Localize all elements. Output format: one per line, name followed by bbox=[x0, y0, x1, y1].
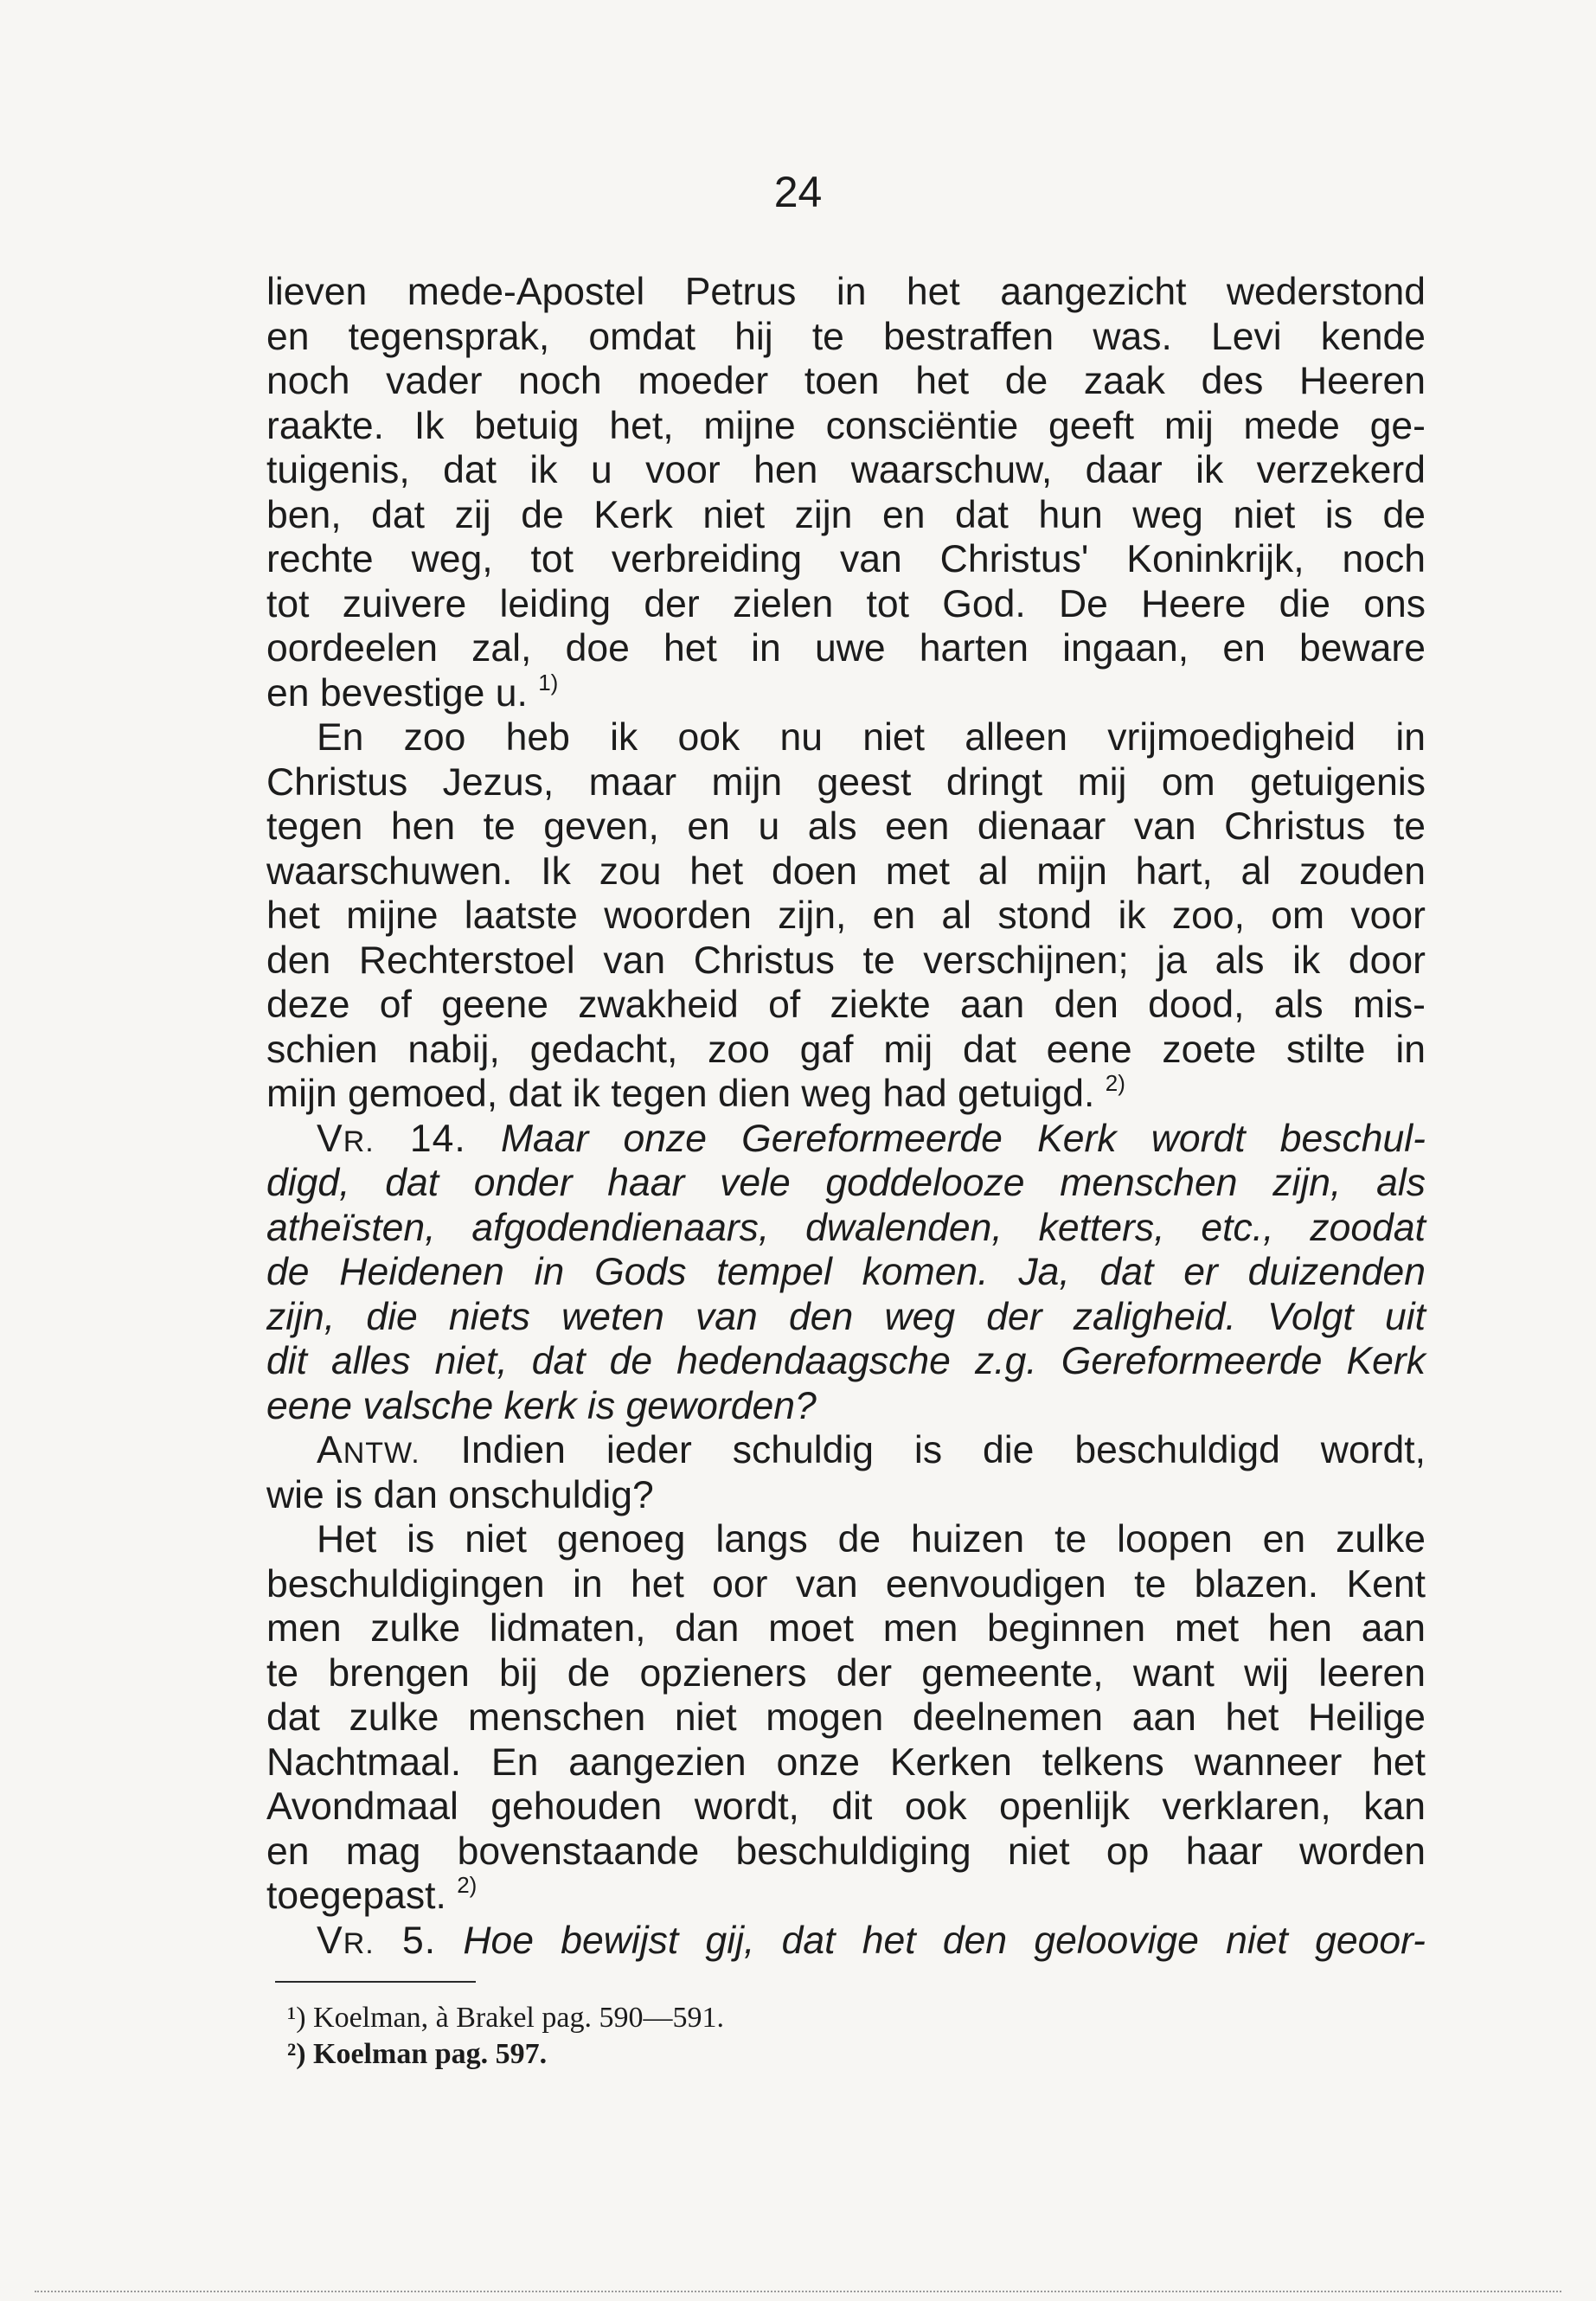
footnotes bbox=[287, 2000, 1066, 2073]
footnote-text: Koelman, à Brakel pag. 590—591. bbox=[313, 2002, 724, 2034]
footnote bbox=[287, 2000, 1066, 2036]
text-line: Nachtmaal. En aangezien onze Kerken telkens wanneer het bbox=[266, 1740, 1426, 1784]
text-line: schien nabij, gedacht, zoo gaf mij dat eene zoete stilte in bbox=[266, 1028, 1426, 1071]
text-line: tegen hen te geven, en u als een dienaar van Christus te bbox=[266, 805, 1426, 848]
footnote-marker: 2) bbox=[1105, 1070, 1125, 1096]
question-text: Maar onze Gereformeerde Kerk wordt beschul- bbox=[500, 1117, 1426, 1160]
text-line: Het is niet genoeg langs de huizen te loopen en zulke bbox=[317, 1518, 1426, 1561]
page-edge bbox=[35, 2291, 1561, 2292]
footnote-mark: ²) bbox=[287, 2038, 306, 2070]
text-line: dit alles niet, dat de hedendaagsche z.g. Gereformeerde Kerk bbox=[266, 1340, 1426, 1382]
text-line: ben, dat zij de Kerk niet zijn en dat hun weg niet is de bbox=[266, 493, 1426, 536]
text-line: atheïsten, afgodendienaars, dwalenden, ketters, etc., zoodat bbox=[266, 1206, 1426, 1249]
text-line: tot zuivere leiding der zielen tot God. De Heere die ons bbox=[266, 582, 1426, 625]
text-line: zijn, die niets weten van den weg der zaligheid. Volgt uit bbox=[266, 1295, 1426, 1338]
text-line: oordeelen zal, doe het in uwe harten ingaan, en beware bbox=[266, 627, 1426, 670]
footnote-text: Koelman pag. 597. bbox=[313, 2038, 548, 2070]
text-fragment: Indien ieder schuldig is die beschuldigd wordt, bbox=[460, 1429, 1426, 1471]
text-line: men zulke lidmaten, dan moet men beginnen met hen aan bbox=[266, 1607, 1426, 1650]
text-line: de Heidenen in Gods tempel komen. Ja, dat er duizenden bbox=[266, 1251, 1426, 1293]
question-label: VR. 14. bbox=[317, 1117, 466, 1160]
text-line: tuigenis, dat ik u voor hen waarschuw, daar ik verzekerd bbox=[266, 449, 1426, 491]
body-text bbox=[266, 270, 1426, 1963]
text-line: raakte. Ik betuig het, mijne consciëntie geeft mij mede ge- bbox=[266, 404, 1426, 447]
footnote-marker: 2) bbox=[457, 1872, 478, 1898]
text-fragment: toegepast. bbox=[266, 1875, 446, 1917]
page-number: 24 bbox=[773, 168, 823, 216]
question-text: Hoe bewijst gij, dat het den geloovige niet geoor- bbox=[463, 1919, 1426, 1962]
text-line: lieven mede-Apostel Petrus in het aangezicht wederstond bbox=[266, 271, 1426, 313]
text-line: deze of geene zwakheid of ziekte aan den dood, als mis- bbox=[266, 984, 1426, 1026]
text-line bbox=[266, 1117, 1426, 1162]
text-line: eene valsche kerk is geworden? bbox=[266, 1384, 817, 1427]
text-line bbox=[266, 1874, 1426, 1919]
footnote-divider bbox=[275, 1981, 476, 1983]
footnote-marker: 1) bbox=[538, 669, 559, 695]
text-line: Christus Jezus, maar mijn geest dringt mij om getuigenis bbox=[266, 760, 1426, 804]
text-line: den Rechterstoel van Christus te verschijnen; ja als ik door bbox=[266, 939, 1426, 982]
text-fragment: mijn gemoed, dat ik tegen dien weg had getuigd. bbox=[266, 1073, 1095, 1115]
text-line bbox=[266, 671, 1426, 716]
text-line: en mag bovenstaande beschuldiging niet op haar worden bbox=[266, 1830, 1426, 1873]
text-line bbox=[266, 1428, 1426, 1473]
text-line: te brengen bij de opzieners der gemeente, want wij leeren bbox=[266, 1651, 1426, 1695]
text-line bbox=[266, 1072, 1426, 1117]
text-line: dat zulke menschen niet mogen deelnemen aan het Heilige bbox=[266, 1696, 1426, 1739]
text-line: En zoo heb ik ook nu niet alleen vrijmoedigheid in bbox=[317, 716, 1426, 759]
text-line: en tegensprak, omdat hij te bestraffen was. Levi kende bbox=[266, 315, 1426, 358]
text-line: beschuldigingen in het oor van eenvoudigen te blazen. Kent bbox=[266, 1562, 1426, 1606]
text-line: waarschuwen. Ik zou het doen met al mijn hart, al zouden bbox=[266, 849, 1426, 893]
text-line: digd, dat onder haar vele goddelooze menschen zijn, als bbox=[266, 1162, 1426, 1204]
text-line: het mijne laatste woorden zijn, en al stond ik zoo, om voor bbox=[266, 894, 1426, 937]
text-line: rechte weg, tot verbreiding van Christus' Koninkrijk, noch bbox=[266, 538, 1426, 580]
text-line: noch vader noch moeder toen het de zaak des Heeren bbox=[266, 360, 1426, 402]
text-fragment: en bevestige u. bbox=[266, 671, 528, 715]
text-line: wie is dan onschuldig? bbox=[266, 1473, 654, 1516]
footnote-mark: ¹) bbox=[287, 2002, 306, 2034]
footnote bbox=[287, 2036, 1066, 2073]
text-line bbox=[266, 1919, 1426, 1964]
answer-label: ANTW. bbox=[317, 1429, 420, 1471]
question-label: VR. 5. bbox=[317, 1919, 437, 1962]
text-line: Avondmaal gehouden wordt, dit ook openlijk verklaren, kan bbox=[266, 1785, 1426, 1828]
